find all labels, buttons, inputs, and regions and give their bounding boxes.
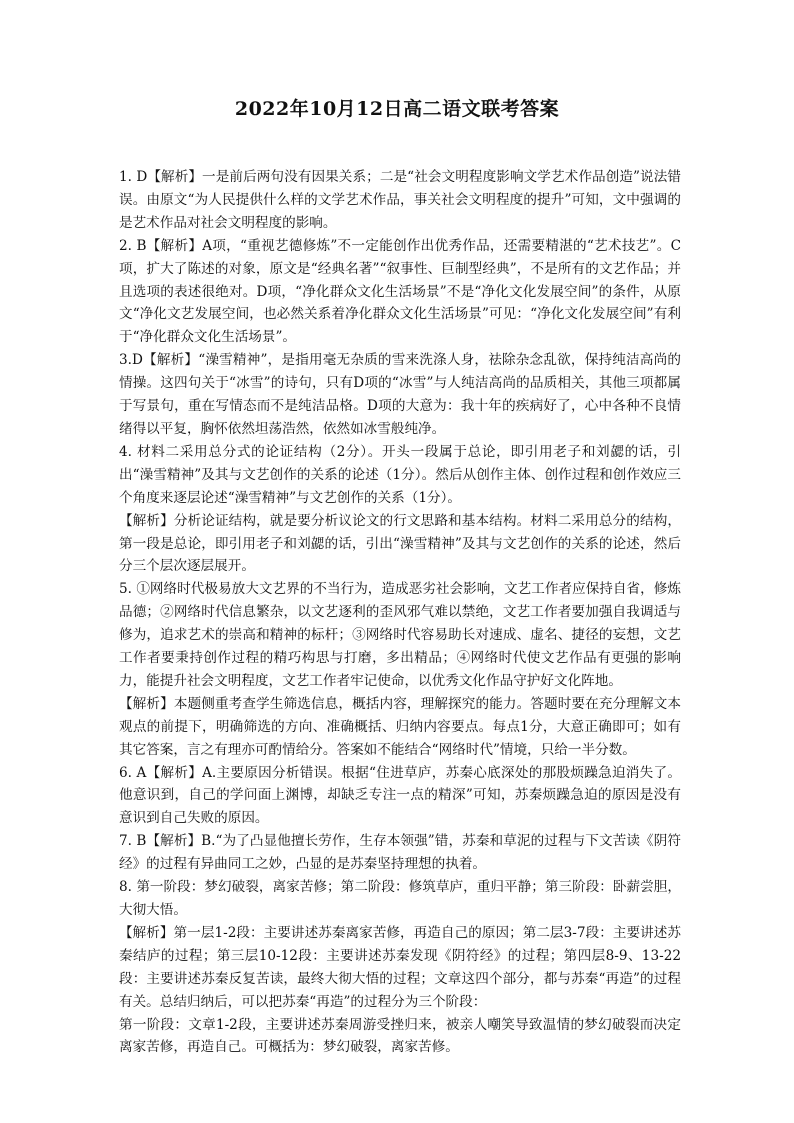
- analysis-q8-stage1: 第一阶段：文章1-2段，主要讲述苏秦周游受挫归来，被亲人嘲笑导致温情的梦幻破裂而决定离家苦修，再造自己。可概括为：梦幻破裂，离家苦修。: [119, 1016, 681, 1056]
- answer-q2: 2. B【解析】A项，“重视艺德修炼”不一定能创作出优秀作品，还需要精湛的“艺术技艺”。C项，扩大了陈述的对象，原文是“经典名著”“叙事性、巨制型经典”，不是所有的文艺作品；并且选项的表述很绝对。D项，“净化群众文化生活场景”不是“净化文化发展空间”的条件，从原文“净化文艺发展空间，也必然关系着净化群众文化生活场景”可见：“净化文化发展空间”有利于“净化群众文化生活场景”。: [119, 237, 681, 346]
- answer-q7: 7. B【解析】B.“为了凸显他擅长劳作，生存本领强”错，苏秦和草泥的过程与下文苦读《阴符经》的过程有异曲同工之妙，凸显的是苏秦坚持理想的执着。: [119, 833, 681, 873]
- answer-q8: 8. 第一阶段：梦幻破裂，离家苦修；第二阶段：修筑草庐，重归平静；第三阶段：卧薪尝胆，大彻大悟。: [119, 879, 681, 918]
- answer-q5: 5. ①网络时代极易放大文艺界的不当行为，造成恶劣社会影响，文艺工作者应保持自省，修炼品德；②网络时代信息繁杂，以文艺逐利的歪风邪气难以禁绝，文艺工作者要加强自我调适与修为，追求艺术的崇高和精神的标杆；③网络时代容易助长对速成、虚名、捷径的妄想，文艺工作者要秉持创作过程的精巧构思与打磨，多出精品；④网络时代使文艺作品有更强的影响力，能提升社会文明程度，文艺工作者牢记使命，以优秀文化作品守护好文化阵地。: [119, 581, 681, 689]
- answer-q3: 3.D【解析】“澡雪精神”，是指用毫无杂质的雪来洗涤人身，祛除杂念乱欲，保持纯洁高尚的情操。这四句关于“冰雪”的诗句，只有D项的“冰雪”与人纯洁高尚的品质相关，其他三项都属于写景句，重在写情态而不是纯洁品格。D项的大意为：我十年的疾病好了，心中各种不良情绪得以平复，胸怀依然坦荡浩然，依然如冰雪般纯净。: [119, 352, 681, 437]
- answer-q1: 1. D【解析】一是前后两句没有因果关系；二是“社会文明程度影响文学艺术作品创造”说法错误。由原文“为人民提供什么样的文学艺术作品，事关社会文明程度的提升”可知，文中强调的是艺术作品对社会文明程度的影响。: [119, 169, 681, 231]
- analysis-q5: 【解析】本题侧重考查学生筛选信息，概括内容，理解探究的能力。答题时要在充分理解文本观点的前提下，明确筛选的方向、准确概括、归纳内容要点。每点1分，大意正确即可；如有其它答案，言之有理亦可酌情给分。答案如不能结合“网络时代”情境，只给一半分数。: [119, 695, 681, 758]
- page-title: 2022年10月12日高二语文联考答案: [234, 98, 560, 120]
- answer-q6: 6. A【解析】A.主要原因分析错误。根据“住进草庐，苏秦心底深处的那股烦躁急迫消失了。他意识到，自己的学问面上渊博，却缺乏专注一点的精深”可知，苏秦烦躁急迫的原因是没有意识到自己失败的原因。: [119, 764, 681, 827]
- answer-q4: 4. 材料二采用总分式的论证结构（2分）。开头一段属于总论，即引用老子和刘勰的话，引出“澡雪精神”及其与文艺创作的关系的论述（1分）。然后从创作主体、创作过程和创作效应三个角度来逐层论述“澡雪精神”与文艺创作的关系（1分）。: [119, 443, 681, 506]
- analysis-q4: 【解析】分析论证结构，就是要分析议论文的行文思路和基本结构。材料二采用总分的结构，第一段是总论，即引用老子和刘勰的话，引出“澡雪精神”及其与文艺创作的关系的论述，然后分三个层次逐层展开。: [119, 512, 681, 575]
- analysis-q8: 【解析】第一层1-2段：主要讲述苏秦离家苦修，再造自己的原因；第二层3-7段：主要讲述苏秦结庐的过程；第三层10-12段：主要讲述苏秦发现《阴符经》的过程；第四层8-9、13-22段：主要讲述苏秦反复苦读，最终大彻大悟的过程；文章这四个部分，都与苏秦“再造”的过程有关。总结归纳后，可以把苏秦“再造”的过程分为三个阶段：: [119, 924, 681, 1010]
- answer-content: [119, 166, 681, 1059]
